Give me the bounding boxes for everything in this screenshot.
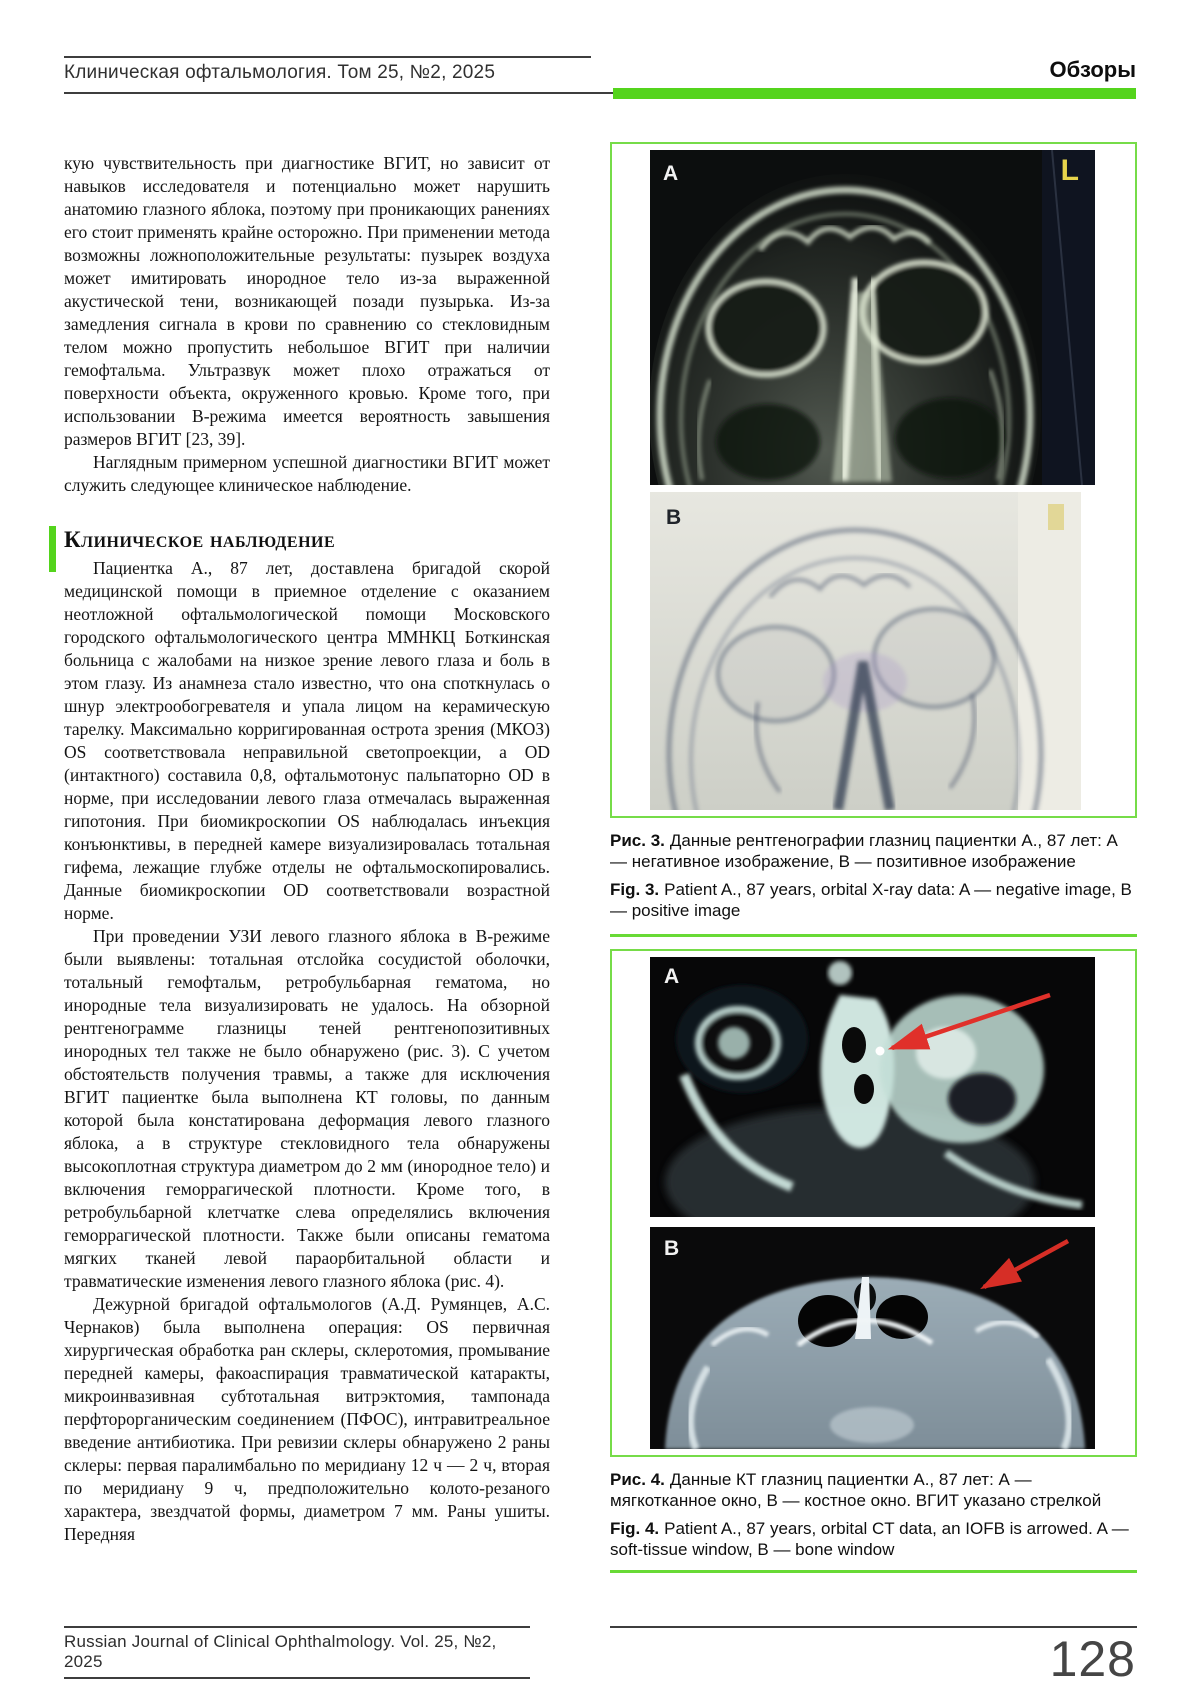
figure-3-caption-ru-text: Данные рентгенографии глазниц пациентки А., 87 лет: А — негативное изображение, В — позитивное изображение [610,831,1118,871]
xray-positive-artwork [650,492,1081,810]
case-paragraph-3: Дежурной бригадой офтальмологов (А.Д. Румянцев, А.С. Чернаков) была выполнена операция: OS первичная хирургическая обработка ран склеры, склеротомия, промывание передней камеры, факоаспирация травматической катаракты, микроинвазивная субтотальная витрэктомия, тампонада перфторорганическим соединением (ПФОС), интравитреальное введение антибиотика. При ревизии склеры обнаружено 2 раны склеры: первая паралимбально по меридиану 12 ч — 2 ч, вторая по меридиану 9 ч, предположительно колото-резаного характера, звездчатой формы, диаметром 7 мм. Раны ушиты. Передняя [64,1294,550,1544]
figure-4-caption-ru-prefix: Рис. 4. [610,1470,665,1489]
section-accent-bar [49,526,56,572]
intro-paragraph-2: Наглядным примерном успешной диагностики ВГИТ может служить следующее клиническое наблюдение. [64,452,550,495]
figure-3-caption-en-text: Patient A., 87 years, orbital X-ray data: A — negative image, B — positive image [610,880,1132,920]
figure-4 [610,949,1137,1457]
figure-4-caption-en-text: Patient A., 87 years, orbital CT data, an IOFB is arrowed. A — soft-tissue window, B — bone window [610,1519,1129,1559]
case-paragraph-2: При проведении УЗИ левого глазного яблока в В-режиме были выявлены: тотальная отслойка сосудистой оболочки, тотальный гемофтальм, ретробульбарная гематома, но инородные тела визуализировать не удалось. На обзорной рентгенограмме глазницы теней рентгенопозитивных инородных тел также не было обнаружено (рис. 3). С учетом обстоятельств получения травмы, а также для исключения ВГИТ пациентке была выполнена КТ головы, по данным которой была констатирована деформация левого глазного яблока, а в структуре стекловидного тела обнаружены высокоплотная структура диаметром до 2 мм (инородное тело) и включения геморрагической плотности. Кроме того, в ретробульбарной клетчатке слева определялись включения геморрагической плотности. Также были описаны гематома мягких тканей левой параорбитальной области и травматические изменения левого глазного яблока (рис. 4). [64,926,550,1291]
section-accent-bar-header [613,88,1136,99]
green-divider-rule [610,1570,1137,1573]
figure-4-panel-a-label: A [664,965,680,988]
section-heading-text: Клиническое наблюдение [64,527,336,552]
case-paragraph-1: Пациентка А., 87 лет, доставлена бригадой скорой медицинской помощи в приемное отделение с оказанием неотложной офтальмологической помощи Московского городского офтальмологического центра ММНКЦ Боткинская больница с жалобами на низкое зрение левого глаза и боль в этом глазу. Из анамнеза стало известно, что она споткнулась о шнур электрообогревателя и упала лицом на керамическую тарелку. Максимально корригированная острота зрения (МКОЗ) OS соответствовала неправильной светопроекции, а OD (интактного) составила 0,8, офтальмотонус пальпаторно OD в норме, при исследовании левого глаза отмечалась выраженная гипотония. При биомикроскопии OS наблюдалась инъекция конъюнктивы, в передней камере визуализировалась тотальная гифема, лежащие глубже отделы не офтальмоскопировались. Данные биомикроскопии OD соответствовали возрастной норме. [64,558,550,923]
journal-title-ru: Клиническая офтальмология. Том 25, №2, 2025 [64,62,496,83]
journal-title-en: Russian Journal of Clinical Ophthalmology. Vol. 25, №2, 2025 [64,1632,497,1671]
figure-3-caption-en [610,879,1137,921]
figure-4-panel-b-image [650,1227,1095,1449]
figure-3-panel-a-label: A [663,162,679,185]
figures-column [610,142,1137,1573]
section-label: Обзоры [1049,57,1136,82]
figure-4-panel-b-label: B [664,1237,680,1260]
figure-3-panel-b-label: B [666,506,682,529]
figure-3 [610,142,1137,818]
header-rule-bottom [64,92,613,94]
ct-soft-tissue-artwork [650,957,1095,1217]
header-rule-top [64,56,591,58]
orientation-marker-l: L [1060,154,1079,187]
article-text-column [64,152,550,1546]
figure-4-panel-a-image [650,957,1095,1217]
ct-bone-window-artwork [650,1227,1095,1449]
figure-4-caption-ru-text: Данные КТ глазниц пациентки А., 87 лет: А — мягкотканное окно, В — костное окно. ВГИТ указано стрелкой [610,1470,1102,1510]
figure-3-panel-a-image [650,150,1095,485]
figure-3-caption-ru-prefix: Рис. 3. [610,831,665,850]
figure-4-caption-en [610,1518,1137,1560]
page-number: 128 [1049,1631,1136,1687]
figure-4-caption-ru [610,1469,1137,1511]
xray-negative-artwork [650,150,1095,485]
footer-rule-right [610,1626,1137,1628]
green-divider-rule [610,934,1137,937]
section-heading [64,525,550,555]
figure-3-panel-b-image [650,492,1081,810]
figure-3-caption-en-prefix: Fig. 3. [610,880,660,899]
footer-journal-block [64,1626,530,1679]
figure-4-caption-en-prefix: Fig. 4. [610,1519,660,1538]
intro-paragraph-1: кую чувствительность при диагностике ВГИТ, но зависит от навыков исследователя и потенциально может нарушить анатомию глазного яблока, поэтому при проникающих ранениях его стоит применять крайне осторожно. При применении метода возможны ложноположительные результаты: пузырек воздуха может имитировать инородное тело из-за выраженной акустической тени, возникающей позади пузырька. Из-за замедления сигнала в крови по сравнению со стекловидным телом можно пропустить небольшое ВГИТ при наличии гемофтальма. Ультразвук может плохо отражаться от поверхности объекта, окруженного кровью. Кроме того, при использовании В-режима имеется вероятность завышения размеров ВГИТ [23, 39]. [64,153,550,449]
figure-3-caption-ru [610,830,1137,872]
